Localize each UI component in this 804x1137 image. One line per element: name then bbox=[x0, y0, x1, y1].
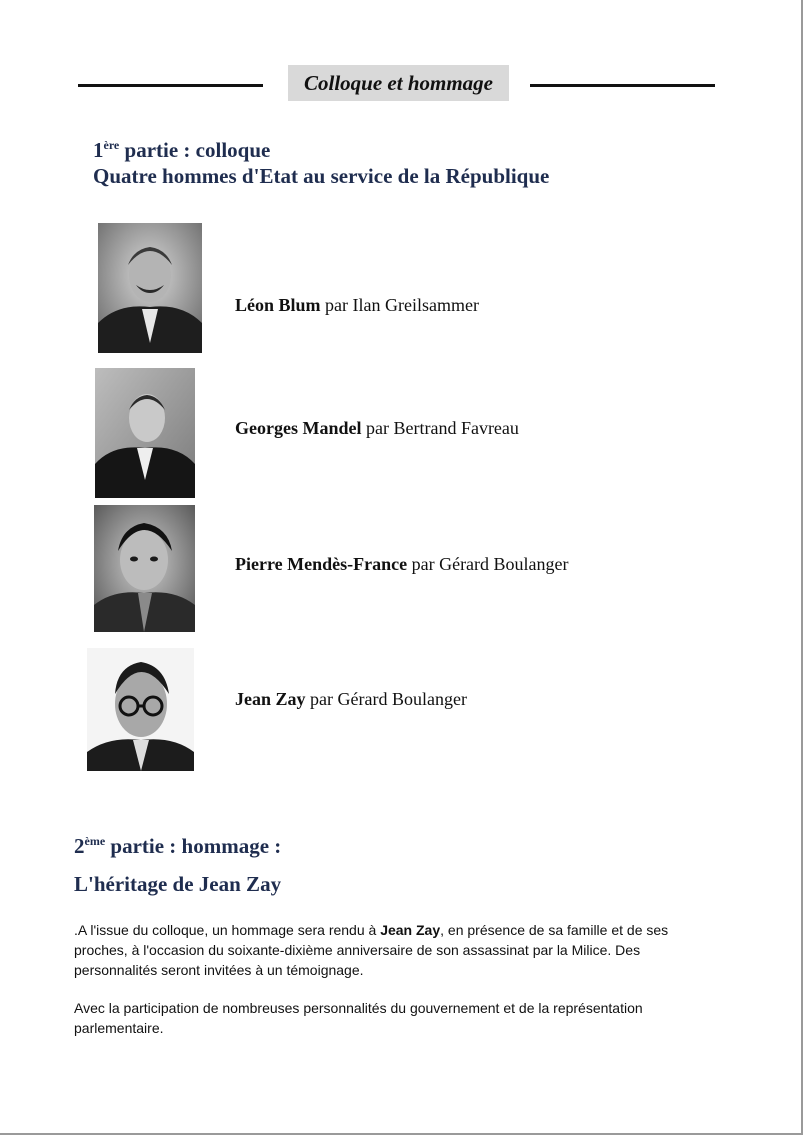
portrait-photo-pierre-mendes-france bbox=[94, 505, 195, 632]
body-paragraph-2: Avec la participation de nombreuses personnalités du gouvernement et de la représentation parlementaire. bbox=[74, 1000, 643, 1036]
part1-subtitle: Quatre hommes d'Etat au service de la République bbox=[93, 164, 550, 188]
part1-label: partie : colloque bbox=[119, 138, 271, 162]
page-border-bottom bbox=[0, 1133, 803, 1135]
paragraph-bold-name: Jean Zay bbox=[380, 922, 441, 938]
part1-ordinal: ère bbox=[103, 138, 120, 152]
header-rule-right bbox=[530, 84, 715, 87]
speaker-name: Jean Zay bbox=[235, 689, 306, 709]
part2-number: 2 bbox=[74, 834, 85, 858]
header-title: Colloque et hommage bbox=[288, 65, 509, 101]
speaker-presenter: par Ilan Greilsammer bbox=[320, 295, 479, 315]
portrait-photo-georges-mandel bbox=[95, 368, 195, 498]
header-rule-left bbox=[78, 84, 263, 87]
speaker-presenter: par Gérard Boulanger bbox=[407, 554, 569, 574]
portrait-photo-jean-zay bbox=[87, 648, 194, 771]
speaker-name: Pierre Mendès-France bbox=[235, 554, 408, 574]
portrait-photo-leon-blum bbox=[98, 223, 202, 353]
speaker-name: Georges Mandel bbox=[235, 418, 362, 438]
paragraph-text: .A l'issue du colloque, un hommage sera rendu à bbox=[74, 922, 381, 938]
paragraph-text: , en présence de sa famille et de ses proches, à l'occasion du soixante-dixième anniversaire de son assassinat par la Milice. Des personnalités seront invitées à un témoignage. bbox=[74, 922, 669, 978]
part1-heading bbox=[93, 138, 270, 163]
speaker-name: Léon Blum bbox=[235, 295, 321, 315]
speaker-presenter: par Bertrand Favreau bbox=[361, 418, 519, 438]
speaker-line-4 bbox=[235, 689, 467, 710]
part2-label: partie : hommage : bbox=[105, 834, 282, 858]
speaker-line-1 bbox=[235, 295, 479, 316]
part2-ordinal: ème bbox=[84, 834, 106, 848]
speaker-presenter: par Gérard Boulanger bbox=[305, 689, 467, 709]
part2-subtitle: L'héritage de Jean Zay bbox=[74, 872, 282, 896]
speaker-line-2 bbox=[235, 418, 519, 439]
body-paragraph-1 bbox=[74, 920, 724, 980]
part2-heading bbox=[74, 834, 281, 859]
page-border-right bbox=[801, 0, 803, 1135]
part1-number: 1 bbox=[93, 138, 104, 162]
speaker-line-3 bbox=[235, 554, 569, 575]
